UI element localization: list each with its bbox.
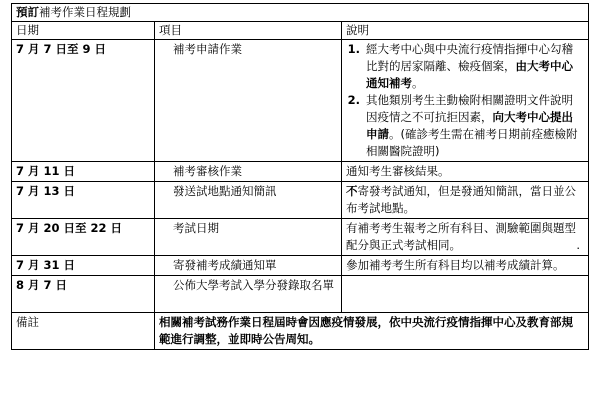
- desc-bold-text: 向大考中心提出申請: [366, 110, 573, 141]
- header-item: 項目: [155, 22, 342, 40]
- desc-text: 寄發考試通知，但是發通知簡訊，當日並公布考試地點。: [346, 184, 576, 215]
- table-row: [12, 162, 589, 182]
- row-desc: 參加補考考生所有科目均以補考成績計算。: [342, 256, 589, 276]
- note-row: [12, 313, 589, 350]
- table-title-prefix: 預訂: [16, 5, 39, 19]
- desc-text: 。: [412, 76, 424, 90]
- row-item: 公佈大學考試入學分發錄取名單: [155, 276, 342, 313]
- row-date: 8 月 7 日: [12, 276, 155, 313]
- desc-text: 。(確診考生需在補考日期前痊癒檢附相關醫院證明): [366, 127, 578, 158]
- table-title-text: 補考作業日程規劃: [39, 5, 131, 19]
- desc-text: 經大考中心與中央流行疫情指揮中心勾稽比對的居家隔離、檢疫個案，: [366, 42, 573, 73]
- desc-list: [346, 41, 584, 160]
- note-text: 相關補考試務作業日程屆時會因應疫情發展，依中央流行疫情指揮中心及教育部規範進行調整，並即時公告周知。: [155, 313, 589, 350]
- row-item: 寄發補考成績通知單: [155, 256, 342, 276]
- row-item: 考試日期: [155, 219, 342, 256]
- row-desc: [342, 276, 589, 313]
- desc-dot: .: [576, 238, 581, 252]
- row-date: 7 月 31 日: [12, 256, 155, 276]
- row-desc: [342, 40, 589, 162]
- schedule-table: [11, 3, 589, 350]
- row-date: 7 月 7 日至 9 日: [12, 40, 155, 162]
- header-desc: 說明: [342, 22, 589, 40]
- row-item: 補考申請作業: [155, 40, 342, 162]
- header-date: 日期: [12, 22, 155, 40]
- table-row: [12, 219, 589, 256]
- schedule-document: [11, 3, 588, 350]
- list-item: [364, 92, 584, 160]
- note-label: 備註: [12, 313, 155, 350]
- table-row: [12, 256, 589, 276]
- row-date: 7 月 20 日至 22 日: [12, 219, 155, 256]
- desc-bold-text: 不: [346, 184, 358, 198]
- row-desc: [342, 182, 589, 219]
- table-row: [12, 182, 589, 219]
- row-item: 發送試地點通知簡訊: [155, 182, 342, 219]
- list-item: [364, 41, 584, 92]
- table-title-row: [12, 4, 589, 22]
- row-item: 補考審核作業: [155, 162, 342, 182]
- row-date: 7 月 11 日: [12, 162, 155, 182]
- table-title: [12, 4, 589, 22]
- row-desc: [342, 219, 589, 256]
- table-row: [12, 276, 589, 313]
- header-row: [12, 22, 589, 40]
- desc-text: 其他類別考生主動檢附相關證明文件說明因疫情之不可抗拒因素，: [366, 93, 573, 124]
- desc-bold-text: 由大考中心通知補考: [366, 59, 573, 90]
- row-desc: 通知考生審核結果。: [342, 162, 589, 182]
- table-row: [12, 40, 589, 162]
- row-date: 7 月 13 日: [12, 182, 155, 219]
- desc-text: 有補考考生報考之所有科目、測驗範圍與題型配分與正式考試相同。: [346, 221, 576, 252]
